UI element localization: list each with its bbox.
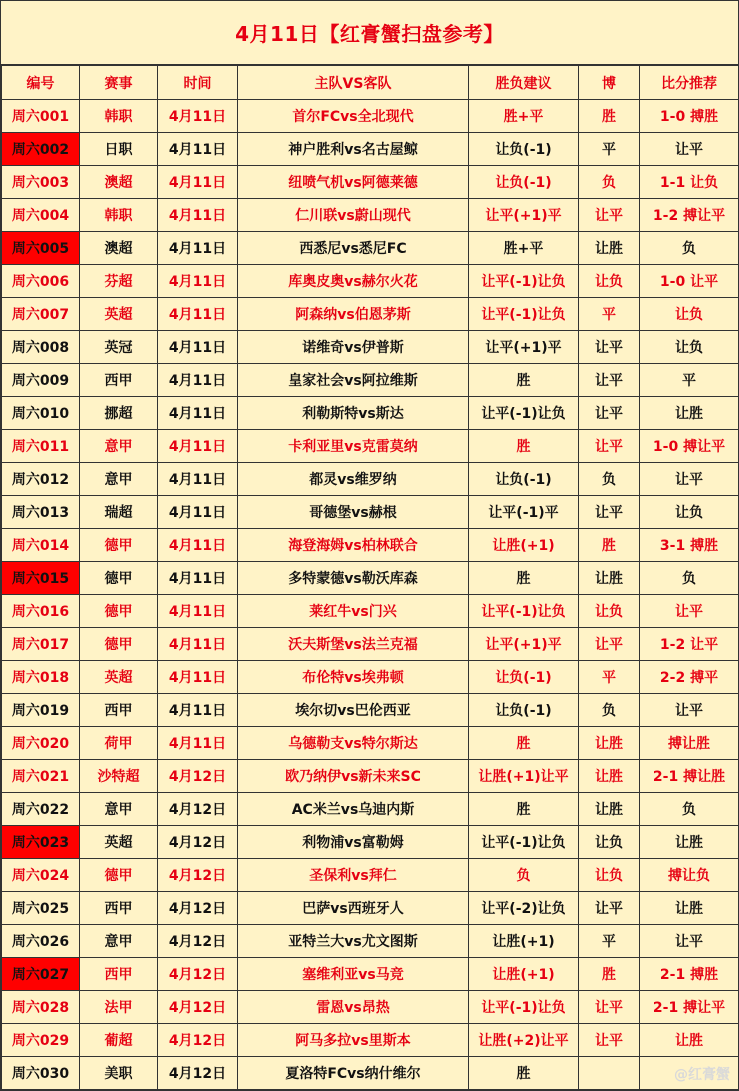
table-row [2, 331, 739, 364]
match-id-cell: 周六014 [2, 529, 80, 562]
header-advice: 胜负建议 [469, 66, 579, 100]
date-cell: 4月11日 [158, 430, 238, 463]
advice-cell: 让平(-1)让负 [469, 265, 579, 298]
date-cell: 4月11日 [158, 133, 238, 166]
advice-cell: 让平(-1)让负 [469, 298, 579, 331]
date-cell: 4月11日 [158, 529, 238, 562]
match-id-cell: 周六013 [2, 496, 80, 529]
score-cell: 2-1 搏让平 [640, 991, 739, 1024]
date-cell: 4月12日 [158, 1024, 238, 1057]
bo-cell: 让负 [579, 595, 640, 628]
match-id-cell: 周六003 [2, 166, 80, 199]
bo-cell: 让平 [579, 496, 640, 529]
table-row [2, 133, 739, 166]
advice-cell: 胜 [469, 1057, 579, 1090]
bo-cell: 负 [579, 694, 640, 727]
date-cell: 4月11日 [158, 496, 238, 529]
teams-cell: 亚特兰大vs尤文图斯 [238, 925, 469, 958]
teams-cell: 诺维奇vs伊普斯 [238, 331, 469, 364]
match-id-cell: 周六029 [2, 1024, 80, 1057]
table-row [2, 232, 739, 265]
teams-cell: 莱红牛vs门兴 [238, 595, 469, 628]
table-row [2, 925, 739, 958]
date-cell: 4月12日 [158, 859, 238, 892]
bo-cell: 让平 [579, 991, 640, 1024]
match-id-cell: 周六022 [2, 793, 80, 826]
table-row [2, 760, 739, 793]
league-cell: 意甲 [80, 463, 158, 496]
score-cell: 1-2 让平 [640, 628, 739, 661]
advice-cell: 让平(+1)平 [469, 331, 579, 364]
date-cell: 4月12日 [158, 991, 238, 1024]
score-cell: 让胜 [640, 892, 739, 925]
match-id-cell: 周六012 [2, 463, 80, 496]
match-id-cell: 周六006 [2, 265, 80, 298]
teams-cell: 夏洛特FCvs纳什维尔 [238, 1057, 469, 1090]
date-cell: 4月12日 [158, 892, 238, 925]
advice-cell: 让胜(+1) [469, 529, 579, 562]
teams-cell: 圣保利vs拜仁 [238, 859, 469, 892]
match-id-cell: 周六025 [2, 892, 80, 925]
teams-cell: 仁川联vs蔚山现代 [238, 199, 469, 232]
match-id-cell: 周六026 [2, 925, 80, 958]
header-row [2, 66, 739, 100]
bo-cell [579, 1057, 640, 1090]
bo-cell: 让平 [579, 331, 640, 364]
table-row [2, 166, 739, 199]
teams-cell: 皇家社会vs阿拉维斯 [238, 364, 469, 397]
score-cell: 让平 [640, 925, 739, 958]
teams-cell: 乌德勒支vs特尔斯达 [238, 727, 469, 760]
bo-cell: 平 [579, 133, 640, 166]
advice-cell: 胜 [469, 562, 579, 595]
score-cell: 让负 [640, 496, 739, 529]
date-cell: 4月12日 [158, 1057, 238, 1090]
league-cell: 英超 [80, 298, 158, 331]
match-id-cell: 周六008 [2, 331, 80, 364]
bo-cell: 平 [579, 298, 640, 331]
league-cell: 澳超 [80, 166, 158, 199]
score-cell: 让胜 [640, 1024, 739, 1057]
prediction-table [1, 65, 739, 1090]
table-row [2, 529, 739, 562]
league-cell: 意甲 [80, 793, 158, 826]
score-cell: 1-0 搏胜 [640, 100, 739, 133]
league-cell: 德甲 [80, 529, 158, 562]
teams-cell: 塞维利亚vs马竞 [238, 958, 469, 991]
teams-cell: 沃夫斯堡vs法兰克福 [238, 628, 469, 661]
league-cell: 韩职 [80, 199, 158, 232]
score-cell: 让平 [640, 595, 739, 628]
table-row [2, 1024, 739, 1057]
date-cell: 4月11日 [158, 100, 238, 133]
bo-cell: 让平 [579, 892, 640, 925]
table-row [2, 793, 739, 826]
advice-cell: 让负(-1) [469, 166, 579, 199]
advice-cell: 胜 [469, 430, 579, 463]
score-cell: 负 [640, 232, 739, 265]
league-cell: 瑞超 [80, 496, 158, 529]
teams-cell: 神户胜利vs名古屋鲸 [238, 133, 469, 166]
bo-cell: 让平 [579, 628, 640, 661]
bo-cell: 让负 [579, 265, 640, 298]
date-cell: 4月12日 [158, 760, 238, 793]
table-row [2, 100, 739, 133]
advice-cell: 让平(-1)让负 [469, 991, 579, 1024]
date-cell: 4月12日 [158, 793, 238, 826]
bo-cell: 让胜 [579, 727, 640, 760]
bo-cell: 胜 [579, 100, 640, 133]
bo-cell: 让胜 [579, 760, 640, 793]
score-cell: 负 [640, 562, 739, 595]
score-cell: 2-1 搏让胜 [640, 760, 739, 793]
advice-cell: 让平(-1)让负 [469, 397, 579, 430]
advice-cell: 让平(-2)让负 [469, 892, 579, 925]
match-id-cell: 周六001 [2, 100, 80, 133]
score-cell: 1-2 搏让平 [640, 199, 739, 232]
league-cell: 西甲 [80, 958, 158, 991]
league-cell: 德甲 [80, 859, 158, 892]
score-cell: 搏让负 [640, 859, 739, 892]
table-row [2, 958, 739, 991]
league-cell: 法甲 [80, 991, 158, 1024]
score-cell: 3-1 搏胜 [640, 529, 739, 562]
score-cell: 让胜 [640, 826, 739, 859]
table-row [2, 859, 739, 892]
advice-cell: 负 [469, 859, 579, 892]
advice-cell: 让负(-1) [469, 133, 579, 166]
match-id-cell: 周六030 [2, 1057, 80, 1090]
score-cell: 让平 [640, 133, 739, 166]
date-cell: 4月11日 [158, 331, 238, 364]
advice-cell: 胜+平 [469, 100, 579, 133]
score-cell: 平 [640, 364, 739, 397]
league-cell: 日职 [80, 133, 158, 166]
score-cell: 2-1 搏胜 [640, 958, 739, 991]
advice-cell: 让胜(+1) [469, 925, 579, 958]
teams-cell: 利物浦vs富勒姆 [238, 826, 469, 859]
league-cell: 美职 [80, 1057, 158, 1090]
teams-cell: 阿森纳vs伯恩茅斯 [238, 298, 469, 331]
match-id-cell: 周六023 [2, 826, 80, 859]
teams-cell: 埃尔切vs巴伦西亚 [238, 694, 469, 727]
table-row [2, 397, 739, 430]
date-cell: 4月11日 [158, 199, 238, 232]
bo-cell: 让平 [579, 1024, 640, 1057]
table-row [2, 1057, 739, 1090]
date-cell: 4月11日 [158, 727, 238, 760]
date-cell: 4月11日 [158, 232, 238, 265]
league-cell: 挪超 [80, 397, 158, 430]
match-id-cell: 周六021 [2, 760, 80, 793]
teams-cell: 首尔FCvs全北现代 [238, 100, 469, 133]
advice-cell: 胜 [469, 727, 579, 760]
table-row [2, 892, 739, 925]
teams-cell: 纽喷气机vs阿德莱德 [238, 166, 469, 199]
advice-cell: 让平(-1)平 [469, 496, 579, 529]
bo-cell: 让平 [579, 397, 640, 430]
teams-cell: 利勒斯特vs斯达 [238, 397, 469, 430]
score-cell: 负 [640, 793, 739, 826]
table-row [2, 694, 739, 727]
date-cell: 4月11日 [158, 694, 238, 727]
watermark: @红膏蟹 [674, 1067, 730, 1083]
league-cell: 德甲 [80, 562, 158, 595]
score-cell: 让胜 [640, 397, 739, 430]
league-cell: 澳超 [80, 232, 158, 265]
bo-cell: 胜 [579, 958, 640, 991]
advice-cell: 让负(-1) [469, 661, 579, 694]
advice-cell: 胜 [469, 364, 579, 397]
bo-cell: 平 [579, 661, 640, 694]
score-cell: 让负 [640, 298, 739, 331]
advice-cell: 胜+平 [469, 232, 579, 265]
table-row [2, 265, 739, 298]
date-cell: 4月11日 [158, 463, 238, 496]
score-cell: 搏让胜 [640, 727, 739, 760]
score-cell [640, 1057, 739, 1090]
teams-cell: 卡利亚里vs克雷莫纳 [238, 430, 469, 463]
advice-cell: 让负(-1) [469, 694, 579, 727]
league-cell: 葡超 [80, 1024, 158, 1057]
advice-cell: 让胜(+2)让平 [469, 1024, 579, 1057]
league-cell: 西甲 [80, 364, 158, 397]
advice-cell: 让胜(+1) [469, 958, 579, 991]
header-match: 主队VS客队 [238, 66, 469, 100]
match-id-cell: 周六019 [2, 694, 80, 727]
match-id-cell: 周六015 [2, 562, 80, 595]
header-id: 编号 [2, 66, 80, 100]
teams-cell: 欧乃纳伊vs新未来SC [238, 760, 469, 793]
table-row [2, 199, 739, 232]
league-cell: 沙特超 [80, 760, 158, 793]
date-cell: 4月11日 [158, 595, 238, 628]
league-cell: 德甲 [80, 628, 158, 661]
score-cell: 1-0 搏让平 [640, 430, 739, 463]
match-id-cell: 周六004 [2, 199, 80, 232]
advice-cell: 让平(+1)平 [469, 199, 579, 232]
bo-cell: 让平 [579, 364, 640, 397]
match-id-cell: 周六009 [2, 364, 80, 397]
bo-cell: 让平 [579, 430, 640, 463]
score-cell: 1-0 让平 [640, 265, 739, 298]
match-id-cell: 周六016 [2, 595, 80, 628]
advice-cell: 胜 [469, 793, 579, 826]
bo-cell: 让胜 [579, 232, 640, 265]
advice-cell: 让平(+1)平 [469, 628, 579, 661]
bo-cell: 负 [579, 166, 640, 199]
score-cell: 让平 [640, 463, 739, 496]
teams-cell: AC米兰vs乌迪内斯 [238, 793, 469, 826]
page-title: 4月11日【红膏蟹扫盘参考】 [1, 1, 738, 65]
match-id-cell: 周六007 [2, 298, 80, 331]
bo-cell: 负 [579, 463, 640, 496]
league-cell: 西甲 [80, 694, 158, 727]
league-cell: 英冠 [80, 331, 158, 364]
table-row [2, 364, 739, 397]
advice-cell: 让平(-1)让负 [469, 595, 579, 628]
table-row [2, 562, 739, 595]
league-cell: 德甲 [80, 595, 158, 628]
table-row [2, 727, 739, 760]
teams-cell: 西悉尼vs悉尼FC [238, 232, 469, 265]
league-cell: 英超 [80, 826, 158, 859]
league-cell: 英超 [80, 661, 158, 694]
advice-cell: 让胜(+1)让平 [469, 760, 579, 793]
teams-cell: 都灵vs维罗纳 [238, 463, 469, 496]
league-cell: 西甲 [80, 892, 158, 925]
date-cell: 4月11日 [158, 628, 238, 661]
league-cell: 芬超 [80, 265, 158, 298]
table-row [2, 991, 739, 1024]
bo-cell: 让负 [579, 826, 640, 859]
match-id-cell: 周六028 [2, 991, 80, 1024]
table-row [2, 595, 739, 628]
league-cell: 意甲 [80, 925, 158, 958]
date-cell: 4月11日 [158, 265, 238, 298]
date-cell: 4月12日 [158, 826, 238, 859]
date-cell: 4月12日 [158, 925, 238, 958]
date-cell: 4月12日 [158, 958, 238, 991]
date-cell: 4月11日 [158, 364, 238, 397]
match-id-cell: 周六020 [2, 727, 80, 760]
advice-cell: 让负(-1) [469, 463, 579, 496]
date-cell: 4月11日 [158, 661, 238, 694]
bo-cell: 让胜 [579, 562, 640, 595]
score-cell: 让平 [640, 694, 739, 727]
bo-cell: 平 [579, 925, 640, 958]
match-id-cell: 周六017 [2, 628, 80, 661]
table-row [2, 430, 739, 463]
header-league: 赛事 [80, 66, 158, 100]
league-cell: 荷甲 [80, 727, 158, 760]
header-bo: 博 [579, 66, 640, 100]
table-row [2, 298, 739, 331]
table-row [2, 826, 739, 859]
date-cell: 4月11日 [158, 166, 238, 199]
match-id-cell: 周六027 [2, 958, 80, 991]
match-id-cell: 周六011 [2, 430, 80, 463]
header-time: 时间 [158, 66, 238, 100]
teams-cell: 库奥皮奥vs赫尔火花 [238, 265, 469, 298]
match-id-cell: 周六018 [2, 661, 80, 694]
bo-cell: 让负 [579, 859, 640, 892]
table-row [2, 628, 739, 661]
teams-cell: 阿马多拉vs里斯本 [238, 1024, 469, 1057]
date-cell: 4月11日 [158, 562, 238, 595]
bo-cell: 让平 [579, 199, 640, 232]
teams-cell: 多特蒙德vs勒沃库森 [238, 562, 469, 595]
teams-cell: 海登海姆vs柏林联合 [238, 529, 469, 562]
score-cell: 2-2 搏平 [640, 661, 739, 694]
teams-cell: 布伦特vs埃弗顿 [238, 661, 469, 694]
match-id-cell: 周六024 [2, 859, 80, 892]
league-cell: 意甲 [80, 430, 158, 463]
date-cell: 4月11日 [158, 397, 238, 430]
table-row [2, 661, 739, 694]
table-row [2, 463, 739, 496]
match-id-cell: 周六002 [2, 133, 80, 166]
date-cell: 4月11日 [158, 298, 238, 331]
bo-cell: 胜 [579, 529, 640, 562]
bo-cell: 让胜 [579, 793, 640, 826]
advice-cell: 让平(-1)让负 [469, 826, 579, 859]
score-cell: 1-1 让负 [640, 166, 739, 199]
teams-cell: 哥德堡vs赫根 [238, 496, 469, 529]
table-row [2, 496, 739, 529]
teams-cell: 雷恩vs昂热 [238, 991, 469, 1024]
league-cell: 韩职 [80, 100, 158, 133]
header-score: 比分推荐 [640, 66, 739, 100]
match-id-cell: 周六005 [2, 232, 80, 265]
teams-cell: 巴萨vs西班牙人 [238, 892, 469, 925]
score-cell: 让负 [640, 331, 739, 364]
match-id-cell: 周六010 [2, 397, 80, 430]
